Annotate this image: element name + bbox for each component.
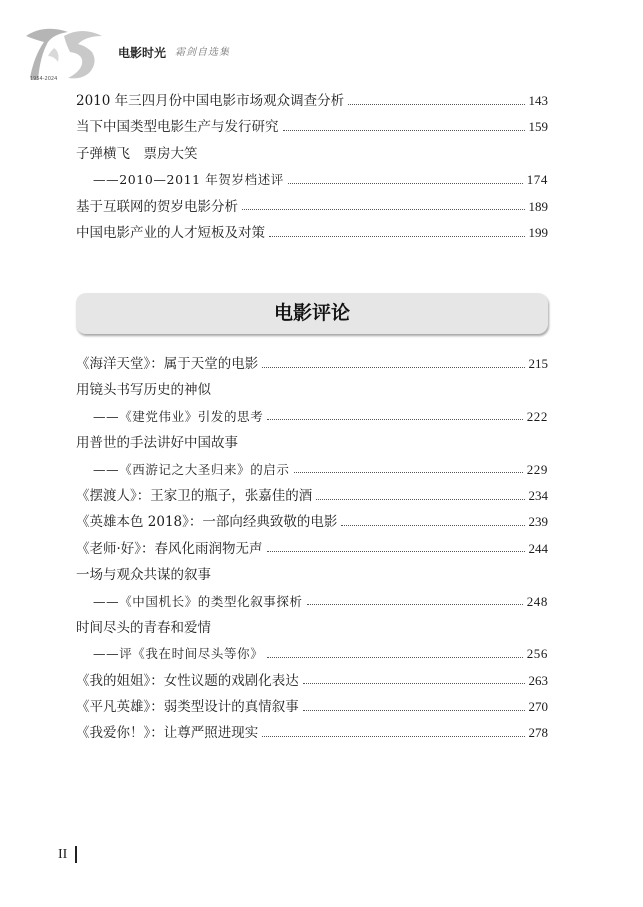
toc-entry-title: ——《建党伟业》引发的思考 (93, 408, 264, 424)
header-subtitle: 霜剑自选集 (175, 47, 230, 58)
toc-dot-leader (267, 551, 525, 552)
page-number: II (58, 847, 68, 862)
toc-dot-leader (307, 604, 523, 605)
toc-entry (76, 720, 548, 746)
toc-entry-page: 278 (528, 725, 548, 741)
toc-dot-leader (294, 472, 523, 473)
toc-entry-title: 《海洋天堂》：属于天堂的电影 (76, 356, 259, 372)
toc-entry-page: 256 (526, 646, 548, 662)
toc-list-bottom (76, 351, 548, 747)
toc-entry-title: 基于互联网的贺岁电影分析 (76, 198, 238, 215)
toc-dot-leader (303, 683, 525, 684)
toc-entry-title: ——2010—2011 年贺岁档述评 (93, 172, 284, 188)
toc-entry (76, 562, 548, 588)
toc-entry-title: 时间尽头的青春和爱情 (76, 619, 211, 636)
toc-entry-page: 248 (526, 593, 548, 609)
page-number-divider (75, 846, 77, 863)
header-brand: 电影时光 (118, 46, 167, 60)
toc-entry-title: ——《中国机长》的类型化叙事探析 (93, 593, 303, 609)
toc-entry-title: ——评《我在时间尽头等你》 (93, 646, 264, 662)
toc-entry-title: 用普世的手法讲好中国故事 (76, 435, 238, 452)
toc-dot-leader (262, 367, 524, 368)
toc-dot-leader (348, 104, 524, 105)
toc-entry-page: 234 (528, 487, 548, 503)
toc-entry (76, 194, 548, 220)
toc-dot-leader (303, 710, 525, 711)
toc-dot-leader (341, 525, 524, 526)
toc-list-top (76, 88, 548, 246)
toc-entry-page: 189 (528, 198, 548, 214)
toc-dot-leader (242, 209, 525, 210)
toc-entry-page: 215 (528, 356, 548, 371)
toc-dot-leader (288, 183, 523, 184)
toc-entry-page: 263 (528, 672, 548, 688)
toc-entry-title: ——《西游记之大圣归来》的启示 (93, 461, 290, 477)
toc-entry (76, 167, 548, 193)
toc-entry-title: 《我的姐姐》：女性议题的戏剧化表达 (76, 672, 299, 689)
toc-entry (76, 114, 548, 140)
toc-entry-title: 《摆渡人》：王家卫的瓶子，张嘉佳的酒 (76, 487, 313, 504)
toc-entry-title: 《英雄本色 2018》：一部向经典致敬的电影 (76, 514, 338, 531)
toc-entry-title: 一场与观众共谋的叙事 (76, 567, 211, 584)
toc-entry-title: 用镜头书写历史的神似 (76, 382, 211, 399)
toc-entry (76, 615, 548, 641)
toc-dot-leader (269, 236, 525, 237)
toc-entry-page: 222 (526, 408, 548, 424)
toc-entry-page: 143 (528, 93, 548, 108)
toc-entry (76, 404, 548, 430)
toc-entry (76, 589, 548, 615)
toc-entry-page: 270 (528, 699, 548, 715)
toc-entry-title: 当下中国类型电影生产与发行研究 (76, 119, 279, 136)
toc-entry-title: 2010 年三四月份中国电影市场观众调查分析 (76, 93, 345, 109)
toc-entry-page: 239 (528, 514, 548, 530)
toc-entry-page: 244 (528, 540, 548, 556)
toc-entry (76, 430, 548, 456)
section-banner (76, 293, 548, 334)
section-title: 电影评论 (273, 302, 350, 324)
toc-entry (76, 641, 548, 667)
toc-entry (76, 668, 548, 694)
toc-entry (76, 377, 548, 403)
toc-entry-page: 159 (528, 119, 548, 135)
toc-entry-title: 子弹横飞 票房大笑 (76, 145, 198, 162)
toc-entry-page: 229 (526, 461, 548, 477)
toc-dot-leader (316, 499, 524, 500)
toc-entry (76, 351, 548, 377)
page-header (0, 0, 643, 90)
toc-dot-leader (262, 736, 524, 737)
toc-entry (76, 536, 548, 562)
toc-entry (76, 220, 548, 246)
toc-dot-leader (267, 657, 522, 658)
toc-entry-page: 199 (528, 224, 548, 240)
toc-dot-leader (267, 419, 522, 420)
toc-entry-title: 中国电影产业的人才短板及对策 (76, 224, 265, 241)
toc-entry-title: 《老师·好》：春风化雨润物无声 (76, 540, 263, 557)
logo-years: 1954-2024 (30, 76, 58, 82)
toc-dot-leader (283, 130, 525, 131)
toc-entry (76, 694, 548, 720)
toc-entry-title: 《平凡英雄》：弱类型设计的真情叙事 (76, 699, 299, 716)
toc-entry-page: 174 (526, 172, 548, 188)
toc-entry (76, 509, 548, 535)
toc-entry-title: 《我爱你！》：让尊严照进现实 (76, 725, 259, 742)
toc-entry (76, 141, 548, 167)
toc-entry (76, 457, 548, 483)
toc-entry (76, 88, 548, 114)
anniversary-logo (24, 22, 108, 84)
toc-entry (76, 483, 548, 509)
